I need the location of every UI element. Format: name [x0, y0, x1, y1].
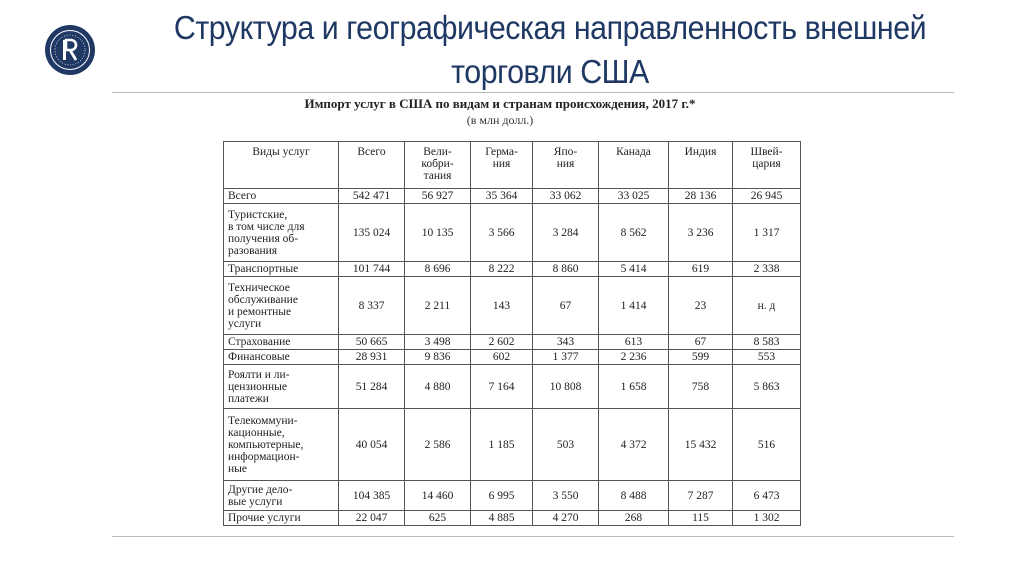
table-cell: 625: [405, 511, 471, 526]
table-cell: 503: [533, 409, 599, 481]
table-cell: 542 471: [339, 189, 405, 204]
table-cell: 115: [669, 511, 733, 526]
table-row: [224, 409, 801, 481]
table-cell: 553: [733, 350, 801, 365]
table-cell: 613: [599, 335, 669, 350]
table-cell: 619: [669, 262, 733, 277]
row-label: Страхование: [224, 335, 339, 350]
table-cell: 3 284: [533, 204, 599, 262]
table-cell: 8 488: [599, 481, 669, 511]
table-cell: 8 337: [339, 277, 405, 335]
services-import-table: [223, 141, 801, 526]
table-cell: 5 863: [733, 365, 801, 409]
table-cell: 9 836: [405, 350, 471, 365]
row-label: Роялти и ли- цензионные платежи: [224, 365, 339, 409]
table-cell: 1 658: [599, 365, 669, 409]
table-cell: 50 665: [339, 335, 405, 350]
table-row: [224, 350, 801, 365]
slide-title: [145, 6, 955, 94]
table-cell: 4 885: [471, 511, 533, 526]
table-cell: 28 136: [669, 189, 733, 204]
table-cell: 2 586: [405, 409, 471, 481]
column-header: Швей- цария: [733, 142, 801, 189]
table-cell: 8 222: [471, 262, 533, 277]
table-header-row: [224, 142, 801, 189]
table-cell: 22 047: [339, 511, 405, 526]
column-header: Индия: [669, 142, 733, 189]
table-cell: 28 931: [339, 350, 405, 365]
table-cell: 7 164: [471, 365, 533, 409]
table-row: [224, 204, 801, 262]
top-divider: [112, 92, 954, 93]
table-cell: 602: [471, 350, 533, 365]
table-cell: 26 945: [733, 189, 801, 204]
row-label: Телекоммуни- кационные, компьютерные, информацион- ные: [224, 409, 339, 481]
table-cell: 23: [669, 277, 733, 335]
table-cell: 8 583: [733, 335, 801, 350]
table-cell: 5 414: [599, 262, 669, 277]
slide-title-line-2: торговли США: [451, 53, 649, 90]
table-cell: 2 211: [405, 277, 471, 335]
table-cell: 8 860: [533, 262, 599, 277]
university-seal-icon: [44, 24, 96, 76]
table-cell: 599: [669, 350, 733, 365]
column-header: Вели- кобри- тания: [405, 142, 471, 189]
row-label: Всего: [224, 189, 339, 204]
table-cell: 1 414: [599, 277, 669, 335]
table-cell: 14 460: [405, 481, 471, 511]
table-cell: 3 498: [405, 335, 471, 350]
table-cell: 6 473: [733, 481, 801, 511]
row-label: Транспортные: [224, 262, 339, 277]
table-row: [224, 262, 801, 277]
slide-title-line-1: Структура и географическая направленность внешней: [173, 9, 927, 46]
table-cell: 8 696: [405, 262, 471, 277]
table-cell: 51 284: [339, 365, 405, 409]
table-cell: 4 270: [533, 511, 599, 526]
table-row: [224, 365, 801, 409]
table-cell: 2 602: [471, 335, 533, 350]
table-cell: 33 062: [533, 189, 599, 204]
table-title: Импорт услуг в США по видам и странам происхождения, 2017 г.*: [304, 96, 696, 111]
table-row: [224, 335, 801, 350]
table-cell: 101 744: [339, 262, 405, 277]
table-cell: 4 372: [599, 409, 669, 481]
table-cell: 2 338: [733, 262, 801, 277]
table-cell: 7 287: [669, 481, 733, 511]
table-cell: 1 317: [733, 204, 801, 262]
table-cell: 343: [533, 335, 599, 350]
table-cell: 758: [669, 365, 733, 409]
row-label: Техническое обслуживание и ремонтные услуги: [224, 277, 339, 335]
table-cell: 135 024: [339, 204, 405, 262]
table-cell: 3 566: [471, 204, 533, 262]
table-cell: 15 432: [669, 409, 733, 481]
row-label: Туристские, в том числе для получения об- разования: [224, 204, 339, 262]
table-cell: 1 302: [733, 511, 801, 526]
table-cell: 56 927: [405, 189, 471, 204]
table-cell: 516: [733, 409, 801, 481]
table-subtitle: (в млн долл.): [466, 113, 534, 127]
row-label: Прочие услуги: [224, 511, 339, 526]
table-cell: 8 562: [599, 204, 669, 262]
table-row: [224, 511, 801, 526]
table-cell: н. д: [733, 277, 801, 335]
column-header: Канада: [599, 142, 669, 189]
table-cell: 104 385: [339, 481, 405, 511]
table-cell: 10 135: [405, 204, 471, 262]
table-cell: 67: [533, 277, 599, 335]
table-cell: 3 550: [533, 481, 599, 511]
column-header: Всего: [339, 142, 405, 189]
table-cell: 4 880: [405, 365, 471, 409]
column-header-service-type: Виды услуг: [224, 142, 339, 189]
table-cell: 143: [471, 277, 533, 335]
table-cell: 1 377: [533, 350, 599, 365]
table-cell: 35 364: [471, 189, 533, 204]
table-row: [224, 481, 801, 511]
table-row: [224, 189, 801, 204]
table-cell: 3 236: [669, 204, 733, 262]
column-header: Герма- ния: [471, 142, 533, 189]
table-cell: 268: [599, 511, 669, 526]
table-cell: 2 236: [599, 350, 669, 365]
table-cell: 33 025: [599, 189, 669, 204]
table-cell: 10 808: [533, 365, 599, 409]
bottom-divider: [112, 536, 954, 537]
row-label: Финансовые: [224, 350, 339, 365]
table-cell: 40 054: [339, 409, 405, 481]
row-label: Другие дело- вые услуги: [224, 481, 339, 511]
table-cell: 1 185: [471, 409, 533, 481]
table-cell: 67: [669, 335, 733, 350]
table-cell: 6 995: [471, 481, 533, 511]
column-header: Япо- ния: [533, 142, 599, 189]
table-row: [224, 277, 801, 335]
